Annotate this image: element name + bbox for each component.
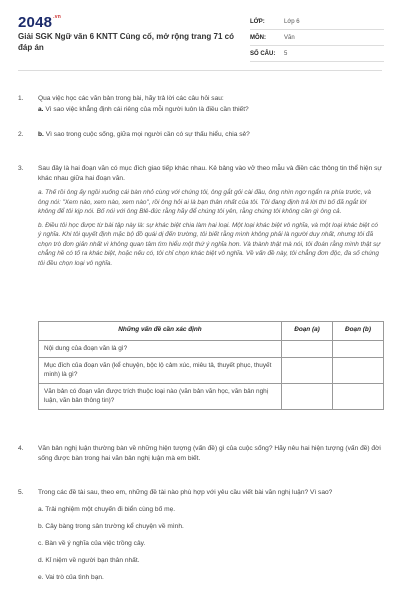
question-2 xyxy=(18,130,382,140)
question-number: 2. xyxy=(18,131,24,138)
subpart-text: Vì sao việc khẳng định cái riêng của mỗi người luôn là điều cần thiết? xyxy=(43,106,249,113)
subpart-text: Vì sao trong cuộc sống, giữa mọi người cần có sự thấu hiểu, chia sẻ? xyxy=(43,131,250,138)
question-number: 4. xyxy=(18,445,24,452)
question-number: 5. xyxy=(18,489,24,496)
table-row xyxy=(39,341,384,358)
question-number: 3. xyxy=(18,165,24,172)
answer-cell-a xyxy=(282,357,333,383)
option-item: a. Trải nghiệm một chuyến đi biển cùng bố mẹ. xyxy=(38,506,176,513)
question-text: Trong các đề tài sau, theo em, những đề tài nào phù hợp với yêu cầu viết bài văn nghị luận? Vì sao? xyxy=(38,489,333,496)
page-title: Giải SGK Ngữ văn 6 KNTT Củng cố, mở rộng trang 71 có đáp án xyxy=(18,32,234,52)
answer-cell-a xyxy=(282,383,333,409)
subpart-label: a. xyxy=(38,106,44,113)
option-item: c. Bàn về ý nghĩa của việc trồng cây. xyxy=(38,540,146,547)
table-header-a: Đoạn (a) xyxy=(282,322,333,341)
option-item: e. Vai trò của tình bạn. xyxy=(38,574,104,581)
comparison-table xyxy=(38,321,384,410)
question-3 xyxy=(18,164,382,268)
meta-key: LỚP: xyxy=(250,18,265,25)
option-item: d. Kỉ niệm về người bạn thân nhất. xyxy=(38,557,140,564)
table-header-row xyxy=(39,322,384,341)
meta-value: Lớp 6 xyxy=(284,18,300,25)
question-4 xyxy=(18,444,382,464)
question-5 xyxy=(18,488,382,583)
question-text xyxy=(38,130,382,140)
table-cell: Nội dung của đoạn văn là gì? xyxy=(39,341,282,358)
question-1 xyxy=(18,94,382,115)
meta-info xyxy=(250,14,384,62)
question-text: Qua việc học các văn bản trong bài, hãy trả lời các câu hỏi sau: xyxy=(38,95,224,102)
meta-row-subject xyxy=(250,30,384,46)
meta-key: MÔN: xyxy=(250,34,266,41)
site-logo[interactable] xyxy=(18,14,61,31)
table-row xyxy=(39,383,384,409)
header-divider xyxy=(18,70,382,71)
meta-value: 5 xyxy=(284,50,288,57)
meta-row-class xyxy=(250,14,384,30)
answer-cell-b xyxy=(333,341,384,358)
question-subpart xyxy=(38,105,382,115)
option-item: b. Cây bàng trong sân trường kể chuyện về mình. xyxy=(38,523,184,530)
excerpt-b: b. Điều tôi học được từ bài tập này là: sự khác biệt chia làm hai loại. Một loại khác biệt vô nghĩa, và một loại khác biệt có ý nghĩa. Khi tôi quyết định mặc bộ đồ quái dị đến trường, tôi biết rằng mình không phải là người duy nhất, nhưng tôi đã chọn trò đơn giản nhất vì không quan tâm tìm hiểu một thứ ý nghĩa hơn. Và thành thật mà nói, tôi đoán rằng mình thật sự chẳng hề có tố ra khác biệt, hoặc nếu có, tôi chỉ chọn khác biệt vô nghĩa. Về vấn đề này, tôi chẳng đơn độc, đa số chúng tôi đều chọn loại vô nghĩa. xyxy=(38,221,381,267)
answer-cell-b xyxy=(333,357,384,383)
table-header-issue: Những vấn đề cần xác định xyxy=(39,322,282,341)
table-cell: Mục đích của đoạn văn (kể chuyện, bộc lộ cảm xúc, miêu tả, thuyết phục, thuyết minh) là gì? xyxy=(39,357,282,383)
subpart-label: b. xyxy=(38,131,44,138)
logo-text: 2048 xyxy=(18,14,53,31)
table-cell: Văn bản có đoạn văn được trích thuộc loại nào (văn bản văn học, văn bản nghị luận, văn bản thông tin)? xyxy=(39,383,282,409)
question-text: Sau đây là hai đoạn văn có mục đích giao tiếp khác nhau. Kẻ bảng vào vở theo mẫu và điền các thông tin thể hiện sự khác nhau giữa hai đoạn văn. xyxy=(38,165,382,182)
logo-suffix: .vn xyxy=(53,14,61,20)
question-number: 1. xyxy=(18,95,24,102)
meta-value: Văn xyxy=(284,34,295,41)
table-header-b: Đoạn (b) xyxy=(333,322,384,341)
excerpt-a: a. Thế rồi ông ấy ngồi xuống cái bàn nhỏ cùng với chúng tôi, ông gắt gỏi cài đầu, ông nhìn ngơ ngẩn ra phía trước, và ông nói: "Xem nào, xem nào, xem nào", rồi ông hỏi ai là bạn thân nhất của tôi. Tôi đang định trả lời thì bố đã ngắt lời không để tôi kịp nói. Bố nói với ông Blê-đúc rằng hãy để chúng tôi yên, rằng chúng tôi không cần gì ông cả. xyxy=(38,189,371,215)
answer-cell-b xyxy=(333,383,384,409)
answer-cell-a xyxy=(282,341,333,358)
question-text: Văn bản nghị luận thường bàn về những hiện tượng (vấn đề) gì của cuộc sống? Hãy nêu hai hiện tượng (vấn đề) đời sống được bàn trong hai văn bản nghị luận mà em biết. xyxy=(38,445,381,462)
meta-row-count xyxy=(250,46,384,62)
table-row xyxy=(39,357,384,383)
meta-key: SỐ CÂU: xyxy=(250,50,276,57)
